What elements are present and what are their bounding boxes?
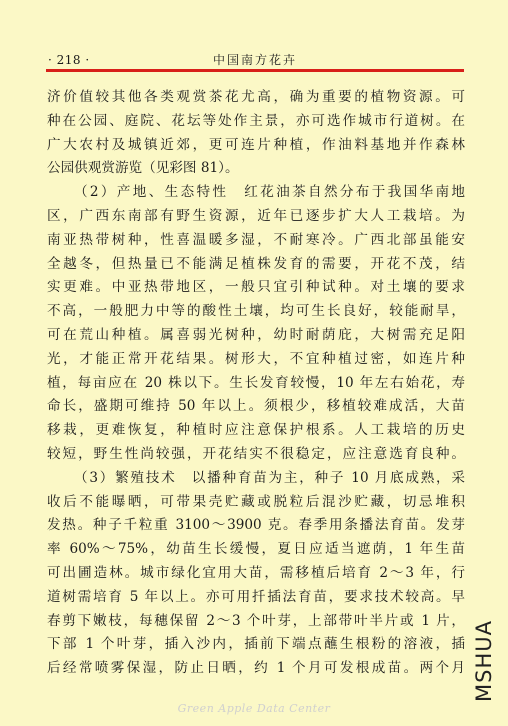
- text-line: 植，每亩应在 20 株以下。生长发育较慢，10 年左右始花，寿: [47, 374, 465, 391]
- text-line: 可出圃造林。城市绿化宜用大苗，需移植后培育 2～3 年，行: [47, 564, 465, 581]
- text-line: 率 60%～75%，幼苗生长缓慢，夏日应适当遮荫，1 年生苗: [47, 541, 465, 558]
- side-mark: [471, 610, 497, 712]
- page-header: [48, 52, 462, 68]
- text-line: 全越冬，但热量已不能满足植株发育的需要，开花不茂，结: [47, 255, 465, 272]
- text-line: 光，才能正常开花结果。树形大，不宜种植过密，如连片种: [47, 350, 465, 367]
- running-title: 中国南方花卉: [212, 53, 297, 67]
- text-line: （2）产地、生态特性 红花油茶自然分布于我国华南地: [74, 184, 465, 201]
- text-line: 种在公园、庭院、花坛等处作主景，亦可选作城市行道树。在: [47, 112, 465, 129]
- text-line: 道树需培育 5 年以上。亦可用扦插法育苗，要求技术较高。早: [47, 588, 465, 605]
- text-line: 较短，野生性尚较强，开花结实不很稳定，应注意选育良种。: [47, 445, 465, 462]
- page-number: · 218 ·: [48, 53, 90, 67]
- text-line: 发热。种子千粒重 3100～3900 克。春季用条播法育苗。发芽: [47, 517, 465, 534]
- text-line: 春剪下嫩枝，每穗保留 2～3 个叶芽，上部带叶半片或 1 片，: [47, 612, 465, 629]
- text-line: 后经常喷雾保湿，防止日晒，约 1 个月可发根成苗。两个月: [47, 660, 465, 677]
- text-line: （3）繁殖技术 以播种育苗为主，种子 10 月底成熟，采: [74, 469, 465, 486]
- text-line: 命长，盛期可维持 50 年以上。须根少，移植较难成活，大苗: [47, 398, 465, 415]
- watermark: Green Apple Data Center: [177, 702, 331, 715]
- text-line: 收后不能曝晒，可带果壳贮藏或脱粒后混沙贮藏，切忌堆积: [47, 493, 465, 510]
- text-line: 广大农村及城镇近郊，更可连片种植，作油料基地并作森林: [47, 136, 465, 153]
- text-line: 济价值较其他各类观赏茶花尤高，确为重要的植物资源。可: [47, 89, 465, 105]
- text-line: 南亚热带树种，性喜温暖多湿，不耐寒冷。广西北部虽能安: [47, 231, 465, 248]
- side-mark-text: MSHUA: [472, 620, 496, 702]
- body-text: [47, 86, 465, 681]
- text-line: 实更难。中亚热带地区，一般只宜引种试种。对土壤的要求: [47, 279, 465, 296]
- text-line: 移栽，更难恢复，种植时应注意保护根系。人工栽培的历史: [47, 422, 465, 439]
- text-line: 下部 1 个叶芽，插入沙内，插前下端点蘸生根粉的溶液，插: [47, 636, 465, 653]
- text-line: 不高，一般肥力中等的酸性土壤，均可生长良好，较能耐旱，: [47, 303, 465, 320]
- text-line: 区，广西东南部有野生资源，近年已逐步扩大人工栽培。为: [47, 207, 465, 224]
- text-line: 可在荒山种植。属喜弱光树种，幼时耐荫庇，大树需充足阳: [47, 326, 465, 343]
- text-line: 公园供观赏游览（见彩图 81）。: [47, 160, 239, 177]
- header-rule: [46, 69, 464, 72]
